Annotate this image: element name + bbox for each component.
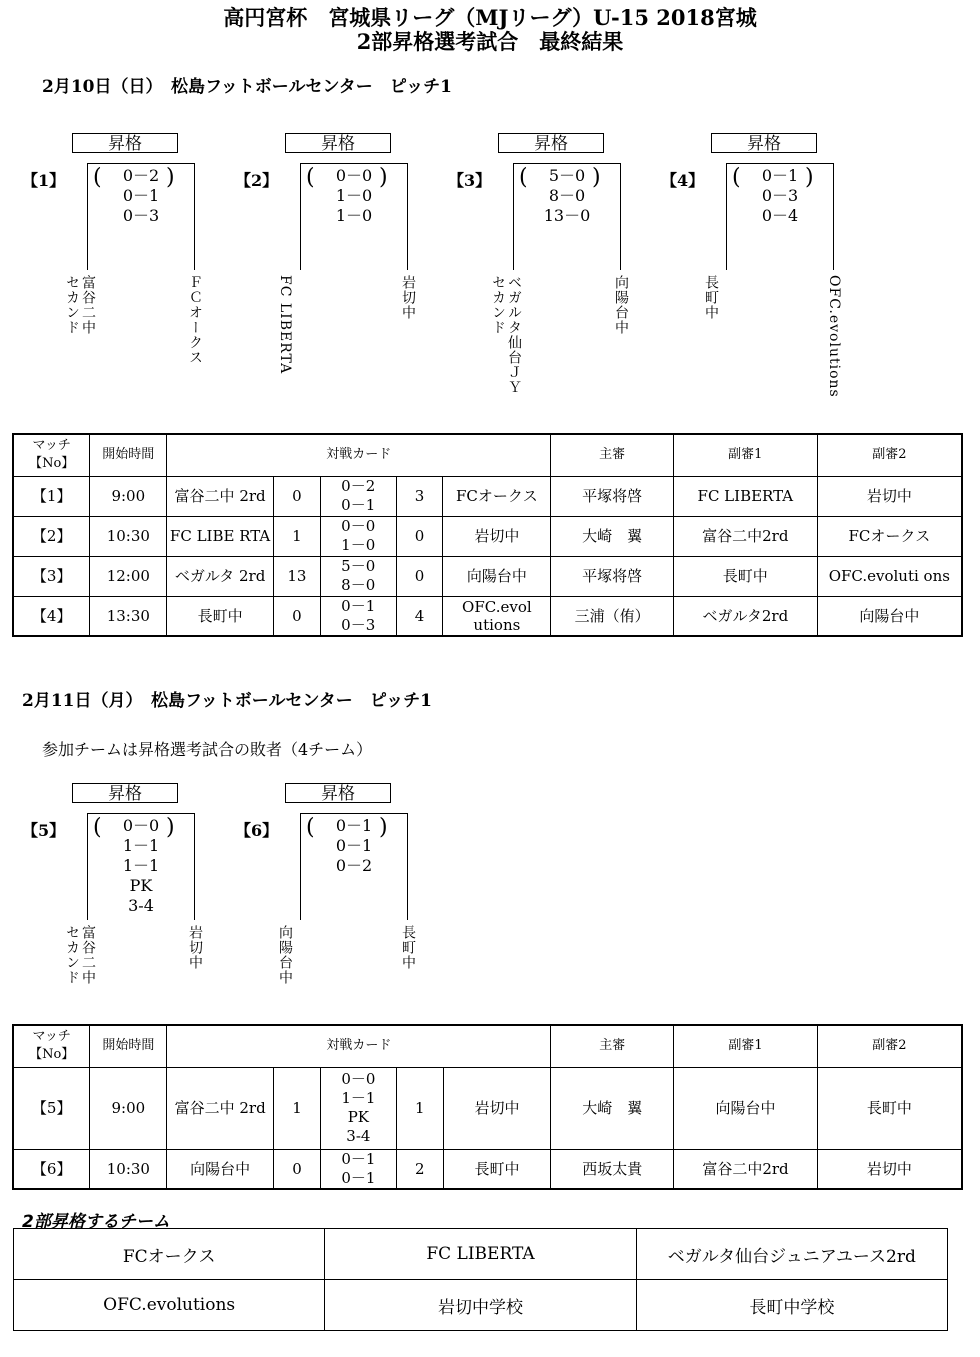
- paren-right: ): [379, 815, 388, 840]
- match-no: 【3】: [13, 556, 90, 596]
- away-score: 2: [396, 1149, 443, 1189]
- set-scores: [320, 516, 396, 556]
- bracket-score: 8－0: [548, 186, 586, 205]
- referee: 大崎 翼: [551, 1067, 674, 1149]
- match-no: 【1】: [13, 476, 90, 516]
- assistant2: FCオークス: [817, 516, 962, 556]
- promoted-title: 2部昇格するチーム: [22, 1212, 170, 1232]
- away-team: FCオークス: [443, 476, 551, 516]
- header-time: 開始時間: [90, 1025, 167, 1067]
- set-score: 0－2: [341, 477, 376, 495]
- match-no: 【2】: [13, 516, 90, 556]
- referee: 西坂太貴: [551, 1149, 674, 1189]
- away-team: 岩切中: [443, 516, 551, 556]
- header-match: マッチ【No】: [13, 1025, 90, 1067]
- promoted-team: 長町中学校: [636, 1280, 947, 1331]
- bracket-score: 0－3: [761, 186, 799, 205]
- bracket-team-left: 向陽台中: [277, 925, 293, 985]
- header-assistant2: 副審2: [817, 434, 962, 476]
- away-team: 向陽台中: [443, 556, 551, 596]
- bracket-team-right: 岩切中: [400, 275, 416, 320]
- header-card: 対戦カード: [167, 434, 551, 476]
- home-score: 1: [274, 1067, 321, 1149]
- assistant2: 長町中: [817, 1067, 962, 1149]
- set-score: 0－1: [341, 1149, 376, 1168]
- start-time: 9:00: [90, 476, 167, 516]
- bracket-score: 1－1: [122, 836, 160, 855]
- set-score: 3-4: [346, 1127, 371, 1145]
- paren-left: (: [732, 165, 741, 190]
- set-score: 0－1: [341, 496, 376, 514]
- assistant2: 岩切中: [817, 1149, 962, 1189]
- paren-right: ): [805, 165, 814, 190]
- table-row: [13, 596, 962, 636]
- bracket-head: 昇格: [285, 133, 391, 153]
- bracket-head: 昇格: [285, 783, 391, 803]
- start-time: 10:30: [90, 516, 167, 556]
- home-score: 0: [273, 596, 320, 636]
- bracket-number: 【2】: [235, 171, 279, 190]
- bracket-score: 0－0: [122, 816, 160, 835]
- table-header-row: [13, 1025, 962, 1067]
- home-team: 富谷二中 2rd: [167, 1067, 274, 1149]
- set-score: 0－0: [341, 1070, 376, 1088]
- bracket-score: 1－1: [122, 856, 160, 875]
- page-subtitle: 2部昇格選考試合 最終結果: [356, 29, 624, 54]
- home-team: FC LIBE RTA: [167, 516, 274, 556]
- assistant1: 富谷二中2rd: [674, 1149, 818, 1189]
- set-score: 0－3: [341, 615, 376, 634]
- paren-left: (: [519, 165, 528, 190]
- day1-schedule-table: [12, 433, 963, 637]
- bracket-score: 13－0: [543, 206, 591, 225]
- assistant2: 向陽台中: [817, 596, 962, 636]
- home-team: 向陽台中: [167, 1149, 274, 1189]
- assistant1: 向陽台中: [674, 1067, 818, 1149]
- bracket-team-right: OFC.evolutions: [826, 275, 842, 398]
- bracket-team-left: 長町中: [703, 275, 719, 320]
- header-time: 開始時間: [90, 434, 167, 476]
- promoted-team: FC LIBERTA: [325, 1229, 636, 1280]
- referee: 三浦（侑）: [551, 596, 674, 636]
- bracket-score: 0－2: [122, 166, 160, 185]
- table-row: [13, 556, 962, 596]
- away-team: 岩切中: [443, 1067, 551, 1149]
- set-scores: [320, 1149, 396, 1189]
- table-row: [13, 516, 962, 556]
- bracket-head: 昇格: [711, 133, 817, 153]
- home-score: 1: [273, 516, 320, 556]
- promoted-team: FCオークス: [14, 1229, 325, 1280]
- paren-left: (: [306, 165, 315, 190]
- start-time: 9:00: [90, 1067, 167, 1149]
- table-header-row: [13, 434, 962, 476]
- bracket-score: 0－1: [335, 816, 373, 835]
- away-team: OFC.evol utions: [443, 596, 551, 636]
- bracket-number: 【3】: [448, 171, 492, 190]
- bracket-team-left: FC LIBERTA: [277, 275, 293, 375]
- day2-note: 参加チームは昇格選考試合の敗者（4チーム）: [42, 740, 373, 759]
- assistant2: 岩切中: [817, 476, 962, 516]
- set-score: PK: [347, 1108, 370, 1126]
- bracket-team-left: ベガルタ仙台ＪＹ セカンド: [490, 275, 522, 395]
- bracket-score: 5－0: [548, 166, 586, 185]
- start-time: 13:30: [90, 596, 167, 636]
- header-referee: 主審: [551, 1025, 674, 1067]
- promoted-table: [13, 1228, 948, 1331]
- bracket-number: 【4】: [661, 171, 705, 190]
- referee: 大崎 翼: [551, 516, 674, 556]
- home-team: 富谷二中 2rd: [167, 476, 274, 516]
- bracket-score: 0－4: [761, 206, 799, 225]
- bracket-score: 0－1: [761, 166, 799, 185]
- bracket-number: 【1】: [22, 171, 66, 190]
- day1-heading: 2月10日（日） 松島フットボールセンター ピッチ1: [42, 77, 452, 97]
- away-team: 長町中: [443, 1149, 551, 1189]
- bracket-score: 0－1: [335, 836, 373, 855]
- table-row: [13, 1149, 962, 1189]
- header-match: マッチ【No】: [13, 434, 90, 476]
- bracket-number: 【6】: [235, 821, 279, 840]
- set-scores: [320, 1067, 396, 1149]
- paren-right: ): [166, 815, 175, 840]
- set-score: 8－0: [341, 576, 376, 594]
- home-score: 13: [273, 556, 320, 596]
- bracket-score: PK: [129, 876, 153, 895]
- table-row: [13, 476, 962, 516]
- set-scores: [320, 596, 396, 636]
- bracket-team-right: ＦＣオークス: [187, 275, 203, 365]
- match-no: 【5】: [13, 1067, 90, 1149]
- bracket-number: 【5】: [22, 821, 66, 840]
- bracket-team-right: 向陽台中: [613, 275, 629, 335]
- set-scores: [320, 476, 396, 516]
- away-score: 3: [396, 476, 443, 516]
- away-score: 4: [396, 596, 443, 636]
- bracket-team-right: 長町中: [400, 925, 416, 970]
- paren-right: ): [592, 165, 601, 190]
- set-score: 0－1: [341, 596, 376, 615]
- set-score: 0－1: [341, 1168, 376, 1187]
- assistant1: FC LIBERTA: [673, 476, 817, 516]
- paren-left: (: [306, 815, 315, 840]
- header-assistant2: 副審2: [817, 1025, 962, 1067]
- set-score: 1－0: [341, 536, 376, 554]
- paren-left: (: [93, 165, 102, 190]
- header-assistant1: 副審1: [673, 434, 817, 476]
- home-score: 0: [273, 476, 320, 516]
- bracket-head: 昇格: [72, 783, 178, 803]
- assistant1: 富谷二中2rd: [673, 516, 817, 556]
- assistant1: ベガルタ2rd: [673, 596, 817, 636]
- table-row: [13, 1067, 962, 1149]
- paren-right: ): [379, 165, 388, 190]
- assistant1: 長町中: [673, 556, 817, 596]
- match-no: 【4】: [13, 596, 90, 636]
- bracket-team-left: 富谷二中 セカンド: [64, 275, 96, 335]
- start-time: 12:00: [90, 556, 167, 596]
- header-card: 対戦カード: [167, 1025, 551, 1067]
- bracket-score: 0－2: [335, 856, 373, 875]
- bracket-team-right: 岩切中: [187, 925, 203, 970]
- bracket-score: 0－1: [122, 186, 160, 205]
- promoted-team: ベガルタ仙台ジュニアユース2rd: [636, 1229, 947, 1280]
- bracket-score: 1－0: [335, 186, 373, 205]
- header-referee: 主審: [551, 434, 674, 476]
- promoted-team: OFC.evolutions: [14, 1280, 325, 1331]
- home-score: 0: [274, 1149, 321, 1189]
- set-score: 1－1: [341, 1089, 376, 1107]
- assistant2: OFC.evoluti ons: [817, 556, 962, 596]
- bracket-head: 昇格: [72, 133, 178, 153]
- set-scores: [320, 556, 396, 596]
- start-time: 10:30: [90, 1149, 167, 1189]
- away-score: 0: [396, 516, 443, 556]
- away-score: 1: [396, 1067, 443, 1149]
- referee: 平塚将啓: [551, 556, 674, 596]
- bracket-score: 0－0: [335, 166, 373, 185]
- home-team: 長町中: [167, 596, 274, 636]
- referee: 平塚将啓: [551, 476, 674, 516]
- set-score: 5－0: [341, 557, 376, 575]
- bracket-team-left: 富谷二中 セカンド: [64, 925, 96, 985]
- header-assistant1: 副審1: [674, 1025, 818, 1067]
- home-team: ベガルタ 2rd: [167, 556, 274, 596]
- bracket-score: 0－3: [122, 206, 160, 225]
- match-no: 【6】: [13, 1149, 90, 1189]
- set-score: 0－0: [341, 517, 376, 535]
- paren-right: ): [166, 165, 175, 190]
- bracket-score: 3-4: [128, 896, 154, 915]
- day2-schedule-table: [12, 1024, 963, 1190]
- away-score: 0: [396, 556, 443, 596]
- page-title: 高円宮杯 宮城県リーグ（MJリーグ）U-15 2018宮城: [223, 5, 757, 30]
- paren-left: (: [93, 815, 102, 840]
- day2-heading: 2月11日（月） 松島フットボールセンター ピッチ1: [22, 691, 432, 711]
- promoted-team: 岩切中学校: [325, 1280, 636, 1331]
- bracket-score: 1－0: [335, 206, 373, 225]
- bracket-head: 昇格: [498, 133, 604, 153]
